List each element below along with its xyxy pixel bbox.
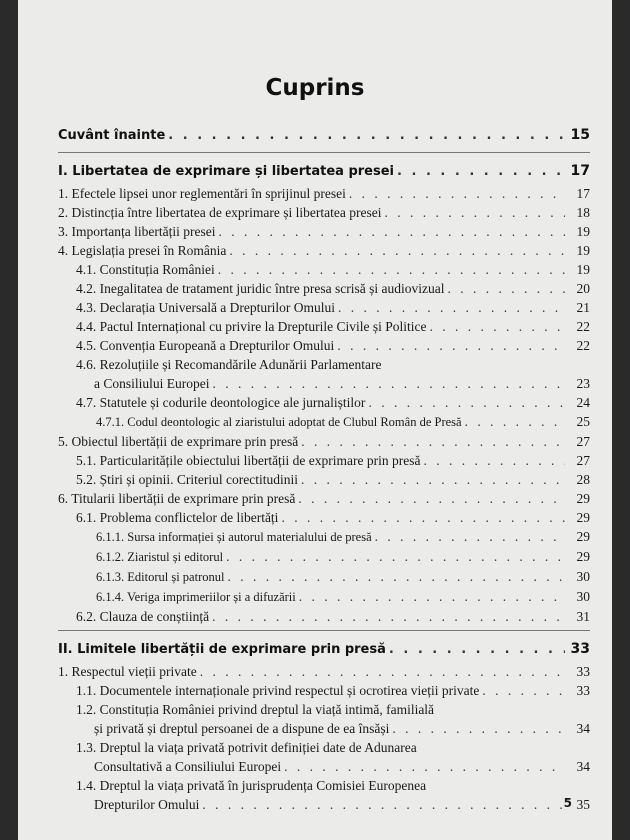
- toc-entry: 4.5. Convenția Europeană a Drepturilor Omului . . . 22: [58, 336, 590, 355]
- divider: [58, 152, 590, 153]
- toc-entry: 4.4. Pactul Internațional cu privire la Drepturile Civile și Politice . . . 22: [58, 317, 590, 336]
- toc-chapter-1: I. Libertatea de exprimare și libertatea presei . . . 17: [58, 159, 590, 184]
- toc-entry: 2. Distincția între libertatea de exprimare și libertatea presei . . . 18: [58, 203, 590, 222]
- toc-entry-multiline: 4.6. Rezoluțiile și Recomandările Adunării Parlamentare a Consiliului Europei . . . 23: [58, 355, 590, 393]
- toc-entry: 6.1. Problema conflictelor de libertăți . . . 29: [58, 508, 590, 527]
- toc-entry-multiline: 1.4. Dreptul la viața privată în jurisprudența Comisiei Europenea Drepturilor Omului . . . 35: [58, 776, 590, 814]
- toc-entry: 5.2. Știri și opinii. Criteriul corectitudinii . . . 28: [58, 470, 590, 489]
- toc-entry: 4.3. Declarația Universală a Drepturilor Omului . . . 21: [58, 298, 590, 317]
- toc-entry: 6. Titularii libertății de exprimare prin presă . . . 29: [58, 489, 590, 508]
- toc-entry: 6.1.3. Editorul și patronul . . . 30: [58, 567, 590, 587]
- toc-entry-multiline: 1.3. Dreptul la viața privată potrivit definiției date de Adunarea Consultativă a Consiliului Europei . . . 34: [58, 738, 590, 776]
- toc-entry: 5. Obiectul libertății de exprimare prin presă . . . 27: [58, 432, 590, 451]
- toc-entry: 3. Importanța libertății presei . . . 19: [58, 222, 590, 241]
- toc-entry: 1. Respectul vieții private . . . 33: [58, 662, 590, 681]
- table-of-contents: [58, 123, 590, 814]
- toc-entry: 6.1.2. Ziaristul și editorul . . . 29: [58, 547, 590, 567]
- toc-entry: 4.2. Inegalitatea de tratament juridic între presa scrisă și audiovizual . . . 20: [58, 279, 590, 298]
- toc-chapter-2: II. Limitele libertății de exprimare prin presă . . . 33: [58, 637, 590, 662]
- toc-entry: 4.7.1. Codul deontologic al ziaristului adoptat de Clubul Român de Presă . . . 25: [58, 412, 590, 432]
- toc-entry: 5.1. Particularitățile obiectului libertății de exprimare prin presă . . . 27: [58, 451, 590, 470]
- page-title: Cuprins: [265, 75, 365, 101]
- toc-entry: 6.2. Clauza de conștiință . . . 31: [58, 607, 590, 626]
- book-page: [18, 0, 612, 840]
- toc-entry: 6.1.4. Veriga imprimeriilor și a difuzării . . . 30: [58, 587, 590, 607]
- toc-entry: 4. Legislația presei în România . . . 19: [58, 241, 590, 260]
- toc-entry: 1.1. Documentele internaționale privind respectul și ocrotirea vieții private . . . 33: [58, 681, 590, 700]
- toc-entry: 6.1.1. Sursa informației și autorul materialului de presă . . . 29: [58, 527, 590, 547]
- toc-entry-multiline: 1.2. Constituția României privind dreptul la viață intimă, familială și privată și dreptul persoanei de a dispune de ea însăși . . . 34: [58, 700, 590, 738]
- toc-entry: 4.1. Constituția României . . . 19: [58, 260, 590, 279]
- toc-entry: 4.7. Statutele și codurile deontologice ale jurnaliștilor . . . 24: [58, 393, 590, 412]
- toc-entry: 1. Efectele lipsei unor reglementări în sprijinul presei . . . 17: [58, 184, 590, 203]
- page-number: 5: [563, 796, 572, 810]
- divider: [58, 630, 590, 631]
- toc-entry-foreword: Cuvânt înainte . . . 15: [58, 123, 590, 148]
